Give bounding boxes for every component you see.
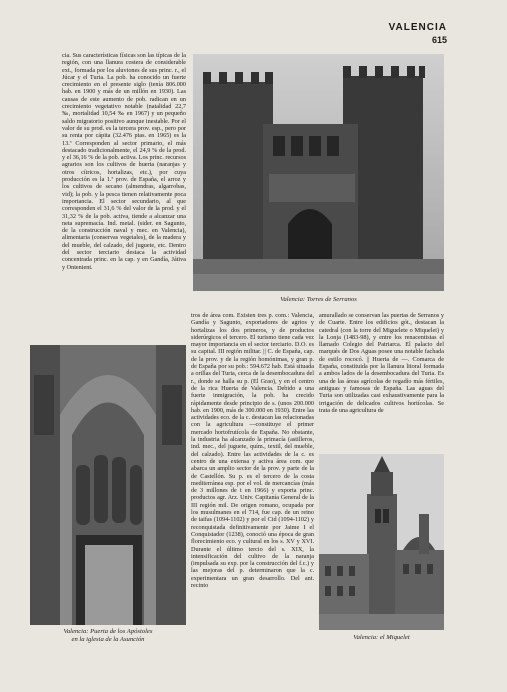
page-header — [389, 22, 447, 45]
caption-el-miquelet: Valencia: el Miquelet — [353, 634, 410, 641]
column-1-text: cia. Sus características físicas son las típicas de la región, con una llanura costera de considerable ext., formada por los aluviones de sus princ. r., el Júcar y el Turia. La pob. ha conocido un fuerte crecimiento en el presente siglo (tenía 806.000 hab. en 1900 y más de un millón en 1930). Las causas de este aumento de pob. radican en un crecimiento vegetativo notable (natalidad 22,7 ‰, mortalidad 10,54 ‰ en 1967) y un pequeño saldo migratorio positivo aunque inestable. Por el valor de su prod. es la tercera prov. esp., pero por su renta por cápita (32.476 ptas. en 1965) es la 13.ª Corresponden al sector primario, el más destacado tradicionalmente, el 24,9 % de la prod. y el 36,16 % de la pob. activa. Los princ. recursos agrarios son los cultivos de huerta (naranjas y otros cítricos, hortalizas, etc.), por cuya producción es la 1.ª prov. de España, el arroz y los cultivos de secano (almendras, algarrobas, vid); la pob. y la pesca tienen relativamente poca importancia. El sector secundario, al que corresponden el 31,6 % del valor de la prod. y el 31,32 % de la pob. activa, tiende a alcanzar una neta supremacía. Ind. metal. (sider. en Sagunto, de la construcción naval y mec. en Valencia), alimentaria (conservas vegetales), de la madera y del mueble, del calzado, del juguete, etc. Dentro del sector terciario destaca la actividad concentrada princ. en la cap. y en Gandía, Játiva y Ontenient. — [62, 52, 186, 271]
page-number: 615 — [431, 35, 447, 45]
caption-apostoles-line-2: en la iglesia de la Asunción — [71, 635, 145, 643]
photo-el-miquelet — [319, 454, 444, 630]
photo-puerta-de-los-apostoles — [30, 345, 186, 625]
caption-torres-de-serranos: Valencia: Torres de Serranos — [280, 296, 357, 303]
running-title: VALENCIA — [388, 22, 447, 33]
caption-puerta-de-los-apostoles — [30, 628, 186, 643]
photo-torres-de-serranos — [193, 54, 444, 291]
text-column-3 — [319, 312, 444, 452]
column-3-text: amurallado se conservan las puertas de Serranos y de Cuarte. Entre los edificios gót., destacan la catedral (con la torre del Miguelete o Miquelet) y la Lonja (1483-98), y entre los renacentistas el llamado Colegio del Patriarca. El palacio del marqués de Dos Aguas posee una notable fachada de estilo rococó. || Huerta de —. Comarca de España, constituida por la llanura litoral formada a ambos lados de la desembocadura del Turia. Es una de las áreas agrícolas de regadío más fértiles, antiguas y famosas de España. Las aguas del Turia son utilizadas casi exhaustivamente para la irrigación de delicados cultivos hortícolas. Se trata de una agricultura de — [319, 312, 444, 414]
column-2-text: tros de área com. Existen tres p. com.: Valencia, Gandía y Sagunto, exportadores de agrios y hortalizas los dos primeros, y de productos siderúrgicos el tercero. El turismo tiene cada vez mayor importancia en el sector terciario. D.O. es su capital. III región militar. || C. de España, cap. de la prov. y de la región homónimas, y gran p. de España por su pob.: 594.672 hab. Está situada a orillas del Turia, cerca de la desembocadura del r., donde se halla su p. (El Grao), y en el centro de la rica Huerta de Valencia. Debido a una fuerte inmigración, la pob. ha crecido rápidamente desde principio de s. (unos 200.000 hab. en 1900, más de 300.000 en 1930). Entre las actividades eco. de la c. destacan las relacionadas con la agricultura —constituye el primer mercado hortofrutícola de España. No obstante, la industria ha alcanzado la primacía (astilleros, ind. mec., del juguete, quím., textil, del mueble, del calzado). Entre las actividades de la c. es centro de una extensa y activa área com. que abarca un amplio sector de la prov. y parte de la de Castellón. Su p. es el tercero de la costa mediterránea esp. por el vol. de mercancías (más de 3 millones de t en 1966) y exporta princ. productos agr. Arz. Univ. Capitanía General de la III región mil. De origen romano, ocupada por los musulmanes en el 714, fue cap. de un reino de taifas (1094-1102) y por el Cid (1094-1102) y reconquistada definitivamente por Jaime I el Conquistador (1238), conoció una época de gran florecimiento eco. y cultural en los s. XV y XVI. Durante el último tercio del s. XIX, la intensificación del cultivo de la naranja (impulsada su exp. por la construcción del f.c.) y las mejoras del p. determinaron que la c. experimentara un gran desarrollo. Del ant. recinto — [191, 312, 314, 589]
text-column-1 — [62, 52, 186, 344]
text-column-2 — [191, 312, 314, 654]
caption-apostoles-line-1: Valencia: Puerta de los Apóstoles — [63, 628, 153, 635]
